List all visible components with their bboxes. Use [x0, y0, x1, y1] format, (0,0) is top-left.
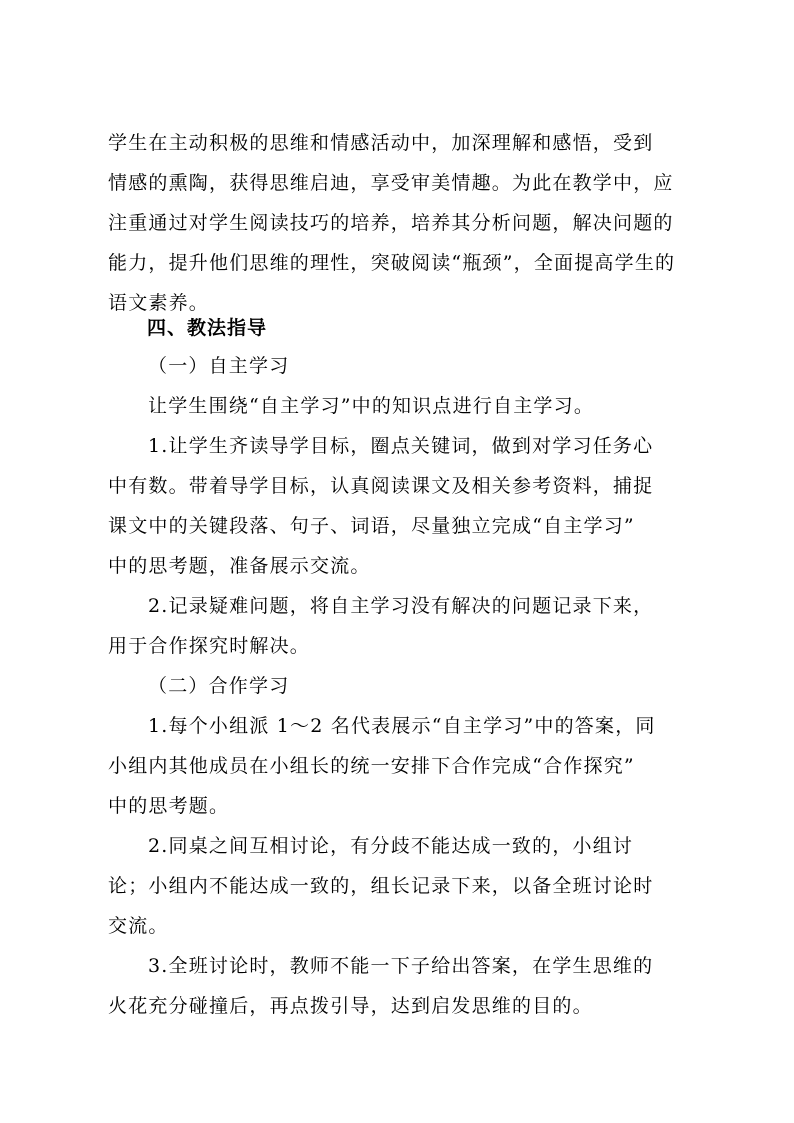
- paragraph-line: 情感的熏陶，获得思维启迪，享受审美情趣。为此在教学中，应: [108, 172, 674, 194]
- paragraph-line: 学生在主动积极的思维和情感活动中，加深理解和感悟，受到: [108, 132, 654, 154]
- paragraph-line: 2.同桌之间互相讨论，有分歧不能达成一致的，小组讨: [148, 835, 634, 857]
- subsection-heading: （一）自主学习: [148, 355, 290, 377]
- paragraph-line: 用于合作探究时解决。: [108, 635, 311, 657]
- paragraph-line: 中的思考题，准备展示交流。: [108, 555, 371, 577]
- paragraph-line: 能力，提升他们思维的理性，突破阅读“瓶颈”，全面提高学生的: [108, 252, 676, 274]
- paragraph-line: 让学生围绕“自主学习”中的知识点进行自主学习。: [148, 395, 595, 417]
- paragraph-line: 语文素养。: [108, 292, 210, 314]
- paragraph-line: 3.全班讨论时，教师不能一下子给出答案，在学生思维的: [148, 955, 654, 977]
- paragraph-line: 课文中的关键段落、句子、词语，尽量独立完成“自主学习”: [108, 515, 635, 537]
- paragraph-line: 论；小组内不能达成一致的，组长记录下来，以备全班讨论时: [108, 875, 654, 897]
- paragraph-line: 中有数。带着导学目标，认真阅读课文及相关参考资料，捕捉: [108, 475, 654, 497]
- paragraph-line: 1.让学生齐读导学目标，圈点关键词，做到对学习任务心: [148, 435, 654, 457]
- subsection-heading: （二）合作学习: [148, 675, 290, 697]
- section-heading: 四、教法指导: [147, 317, 268, 339]
- paragraph-line: 交流。: [108, 915, 169, 937]
- paragraph-line: 2.记录疑难问题，将自主学习没有解决的问题记录下来，: [148, 595, 654, 617]
- paragraph-line: 小组内其他成员在小组长的统一安排下合作完成“合作探究”: [108, 755, 635, 777]
- paragraph-line: 火花充分碰撞后，再点拨引导，达到启发思维的目的。: [108, 995, 593, 1017]
- paragraph-line: 中的思考题。: [108, 795, 230, 817]
- paragraph-line: 注重通过对学生阅读技巧的培养，培养其分析问题，解决问题的: [108, 212, 674, 234]
- paragraph-line: 1.每个小组派 1～2 名代表展示“自主学习”中的答案，同: [148, 715, 656, 737]
